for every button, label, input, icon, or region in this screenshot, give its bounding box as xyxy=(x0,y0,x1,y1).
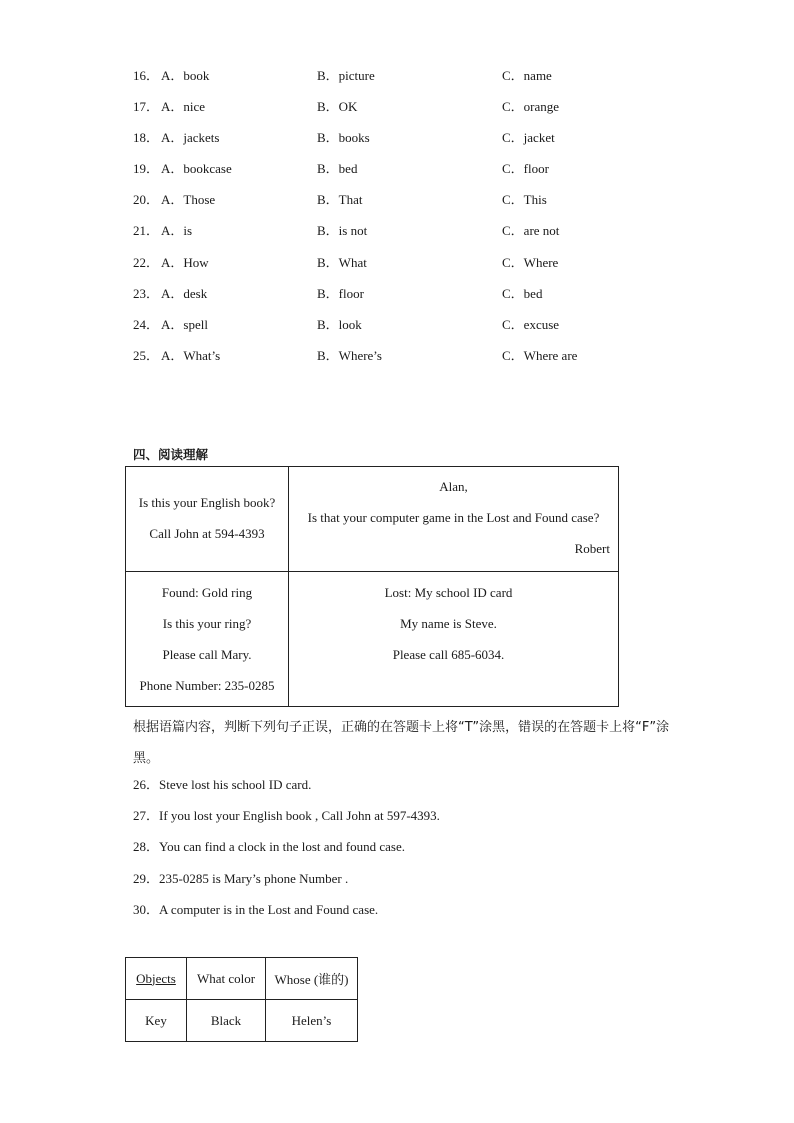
header-whose: Whose (谁的) xyxy=(266,958,358,1000)
notice-line: Lost: My school ID card xyxy=(384,585,513,600)
instruction-text: 根据语篇内容，判断下列句子正误，正确的在答题卡上将“T”涂黑，错误的在答题卡上将“F”涂黑。 xyxy=(133,720,670,766)
option-b: B．That xyxy=(317,192,363,208)
option-a: A．What’s xyxy=(161,347,221,363)
option-a: A．book xyxy=(161,68,210,83)
question-number: 18． xyxy=(133,130,160,146)
choice-row xyxy=(133,253,693,284)
option-a: A．How xyxy=(161,254,209,270)
option-c: C．excuse xyxy=(502,316,560,332)
notice-line: Call John at 594-4393 xyxy=(149,526,265,541)
section-title: 四、阅读理解 xyxy=(133,447,209,462)
option-c: C．This xyxy=(502,192,547,208)
choice-row xyxy=(133,284,693,315)
notice-line: Is this your English book? xyxy=(138,495,276,510)
option-a: A．Those xyxy=(161,192,216,208)
option-b: B．floor xyxy=(317,285,364,301)
option-a: A．is xyxy=(161,223,193,239)
statement-item: 28．You can find a clock in the lost and found case. xyxy=(133,839,405,855)
option-c: C．bed xyxy=(502,285,543,301)
option-a: A．spell xyxy=(161,316,208,332)
notice-line: Is that your computer game in the Lost and Found case? xyxy=(307,510,600,525)
option-a: A．desk xyxy=(161,285,208,301)
choice-row xyxy=(133,315,693,346)
option-c: C．name xyxy=(502,68,552,83)
cell-owner: Helen’s xyxy=(266,1000,358,1042)
option-b: B．What xyxy=(317,254,367,270)
option-c: C．are not xyxy=(502,223,560,239)
header-objects xyxy=(126,958,187,1000)
notice-computer-game xyxy=(289,467,619,572)
notice-line: Alan, xyxy=(439,479,468,494)
statement-item: 29．235-0285 is Mary’s phone Number . xyxy=(133,870,349,886)
option-c: C．Where are xyxy=(502,347,578,363)
notice-line: Is this your ring? xyxy=(162,616,252,631)
choice-row xyxy=(133,221,693,252)
option-b: B．OK xyxy=(317,99,358,115)
option-c: C．floor xyxy=(502,161,549,177)
statement-item: 26．Steve lost his school ID card. xyxy=(133,777,312,792)
choices-list xyxy=(133,66,693,377)
header-what-color: What color xyxy=(187,958,266,1000)
option-b: B．look xyxy=(317,316,362,332)
option-c: C．Where xyxy=(502,254,559,270)
option-c: C．orange xyxy=(502,99,560,115)
notice-line: My name is Steve. xyxy=(400,616,497,631)
question-number: 20． xyxy=(133,192,160,208)
statement-item: 27．If you lost your English book , Call John at 597-4393. xyxy=(133,808,440,824)
header-objects-label: Objects xyxy=(136,970,176,986)
question-number: 21． xyxy=(133,223,160,239)
notice-line: Robert xyxy=(574,541,610,556)
question-number: 24． xyxy=(133,316,160,332)
notice-gold-ring xyxy=(126,572,289,707)
statement-item: 30．A computer is in the Lost and Found case. xyxy=(133,901,379,917)
objects-table xyxy=(125,957,358,1042)
option-a: A．nice xyxy=(161,99,206,115)
question-number: 23． xyxy=(133,285,160,301)
choice-row xyxy=(133,159,693,190)
option-a: A．jackets xyxy=(161,130,220,146)
statements-list xyxy=(133,775,440,931)
notices-table xyxy=(125,466,619,707)
option-b: B．bed xyxy=(317,161,358,177)
question-number: 17． xyxy=(133,99,160,115)
cell-object: Key xyxy=(126,1000,187,1042)
choice-row xyxy=(133,190,693,221)
option-b: B．picture xyxy=(317,68,375,83)
question-number: 22． xyxy=(133,254,160,270)
option-b: B．books xyxy=(317,130,370,146)
question-number: 19． xyxy=(133,161,160,177)
notice-line: Please call 685-6034. xyxy=(392,647,505,662)
choice-row xyxy=(133,66,693,97)
option-a: A．bookcase xyxy=(161,161,232,177)
cell-color: Black xyxy=(187,1000,266,1042)
choice-row xyxy=(133,97,693,128)
notice-id-card xyxy=(289,572,619,707)
choice-row xyxy=(133,128,693,159)
notice-english-book xyxy=(126,467,289,572)
question-number: 25． xyxy=(133,347,160,363)
notice-line: Please call Mary. xyxy=(162,647,252,662)
notice-line: Phone Number: 235-0285 xyxy=(139,678,275,693)
question-number: 16． xyxy=(133,68,160,83)
option-b: B．Where’s xyxy=(317,347,382,363)
option-b: B．is not xyxy=(317,223,368,239)
option-c: C．jacket xyxy=(502,130,555,146)
choice-row xyxy=(133,346,693,377)
notice-line: Found: Gold ring xyxy=(161,585,253,600)
